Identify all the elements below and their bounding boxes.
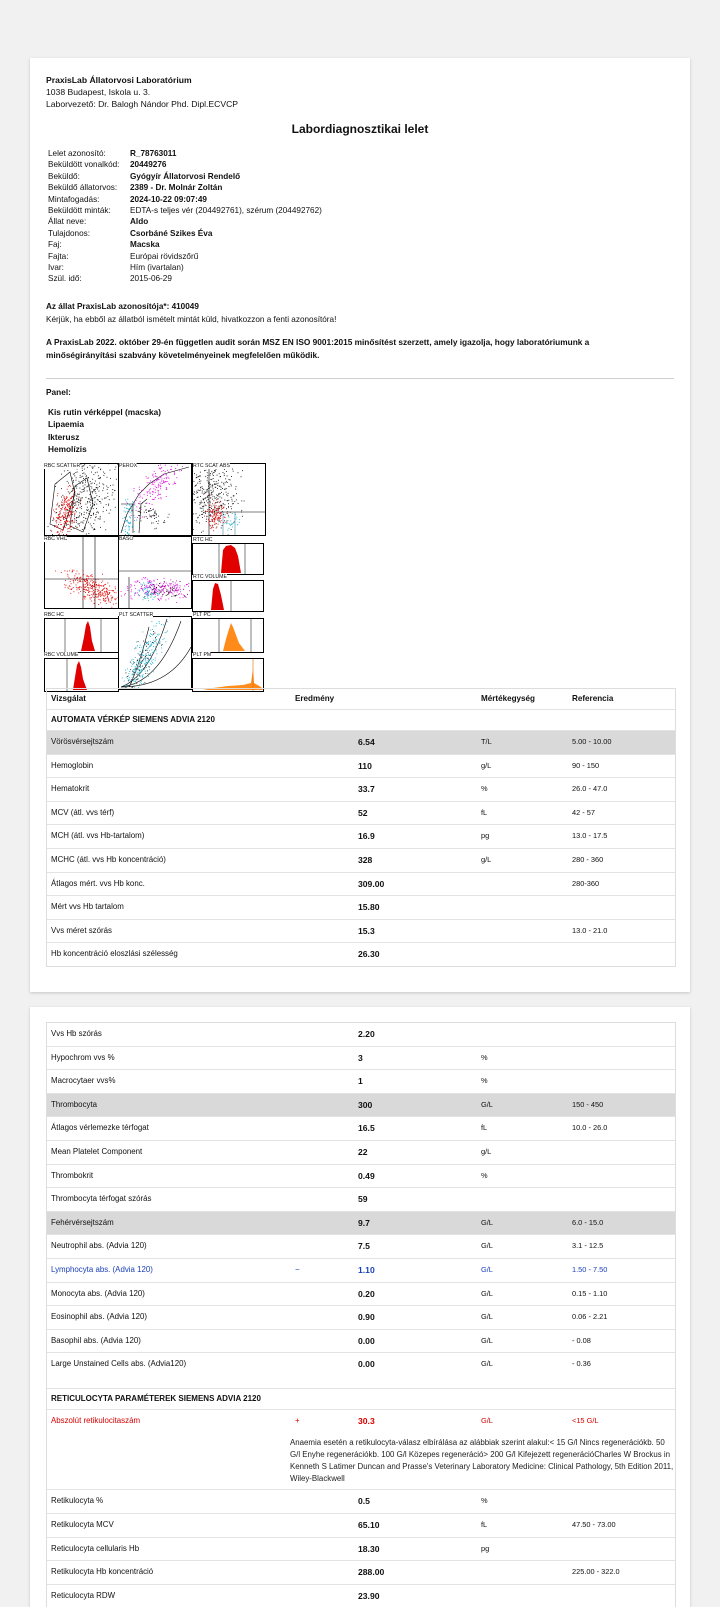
test-name: Thrombokrit xyxy=(51,1165,93,1188)
result-value: 16.5 xyxy=(358,1117,375,1140)
plot-label-baso: BASO xyxy=(119,536,133,542)
result-unit: pg xyxy=(481,1538,489,1561)
table-row xyxy=(47,1070,675,1094)
table-row xyxy=(47,1353,675,1376)
result-value: 23.90 xyxy=(358,1585,380,1607)
table-row xyxy=(47,778,675,802)
result-value: 328 xyxy=(358,849,372,872)
rows-cbc xyxy=(47,731,675,966)
section-title: RETICULOCYTA PARAMÉTEREK SIEMENS ADVIA 2120 xyxy=(51,1389,261,1409)
test-name: Large Unstained Cells abs. (Advia120) xyxy=(51,1353,186,1376)
meta-value: R_78763011 xyxy=(130,148,176,159)
result-reference: - 0.08 xyxy=(572,1330,591,1353)
result-reference: 3.1 - 12.5 xyxy=(572,1235,603,1258)
meta-label: Szül. idő: xyxy=(48,273,130,284)
table-row xyxy=(47,1141,675,1165)
plot-label-plt-pm: PLT PM xyxy=(193,652,211,658)
result-unit: G/L xyxy=(481,1330,493,1353)
analyzer-plots xyxy=(44,463,269,691)
test-name: Vvs méret szórás xyxy=(51,920,112,943)
lab-head: Laborvezető: Dr. Balogh Nándor Phd. Dipl.ECVCP xyxy=(46,98,238,110)
meta-value: 20449276 xyxy=(130,159,166,170)
table-row xyxy=(47,731,675,755)
result-value: 7.5 xyxy=(358,1235,370,1258)
result-reference: - 0.36 xyxy=(572,1353,591,1376)
panel-item: Hemolízis xyxy=(48,443,161,455)
plot-plt-pm xyxy=(192,658,264,692)
table-row xyxy=(47,1585,675,1607)
meta-row xyxy=(48,148,322,159)
meta-value: Aldo xyxy=(130,216,148,227)
meta-value: Gyógyír Állatorvosi Rendelő xyxy=(130,171,240,182)
table-row xyxy=(47,1188,675,1212)
result-unit: g/L xyxy=(481,849,491,872)
meta-label: Beküldő: xyxy=(48,171,130,182)
divider xyxy=(46,378,674,379)
test-name: Basophil abs. (Advia 120) xyxy=(51,1330,141,1353)
panel-item: Lipaemia xyxy=(48,418,161,430)
test-name: Thrombocyta térfogat szórás xyxy=(51,1188,151,1211)
meta-row xyxy=(48,273,322,284)
result-value: 15.3 xyxy=(358,920,375,943)
result-unit: G/L xyxy=(481,1094,493,1117)
result-reference: 6.0 - 15.0 xyxy=(572,1212,603,1235)
result-value: 0.49 xyxy=(358,1165,375,1188)
panel-label: Panel: xyxy=(46,387,71,397)
plot-perox xyxy=(118,463,192,536)
result-value: 6.54 xyxy=(358,731,375,754)
meta-row xyxy=(48,194,322,205)
plot-label-rbc-hc: RBC HC xyxy=(44,612,64,618)
meta-row xyxy=(48,216,322,227)
table-row xyxy=(47,1094,675,1118)
result-unit: G/L xyxy=(481,1283,493,1306)
meta-value: 2015-06-29 xyxy=(130,273,172,284)
result-unit: G/L xyxy=(481,1259,493,1282)
result-unit: G/L xyxy=(481,1353,493,1376)
meta-value: EDTA-s teljes vér (204492761), szérum (204492762) xyxy=(130,205,322,216)
meta-value: Európai rövidszőrű xyxy=(130,251,198,262)
test-name: Macrocytaer vvs% xyxy=(51,1070,115,1093)
result-value: 33.7 xyxy=(358,778,375,801)
result-reference: 13.0 - 21.0 xyxy=(572,920,607,943)
report-metadata xyxy=(48,148,322,285)
test-name: MCV (átl. vvs térf) xyxy=(51,802,114,825)
table-spacer xyxy=(47,1376,675,1389)
meta-row xyxy=(48,171,322,182)
table-row xyxy=(47,1538,675,1562)
result-reference: 0.06 - 2.21 xyxy=(572,1306,607,1329)
result-value: 22 xyxy=(358,1141,368,1164)
table-row xyxy=(47,825,675,849)
result-value: 0.90 xyxy=(358,1306,375,1329)
result-unit: G/L xyxy=(481,1410,493,1433)
meta-row xyxy=(48,205,322,216)
result-unit: G/L xyxy=(481,1306,493,1329)
result-value: 59 xyxy=(358,1188,368,1211)
table-row xyxy=(47,1165,675,1189)
result-unit: G/L xyxy=(481,1212,493,1235)
table-row xyxy=(47,1212,675,1236)
test-name: Neutrophil abs. (Advia 120) xyxy=(51,1235,147,1258)
section-header-cbc xyxy=(47,710,675,731)
table-header xyxy=(47,689,675,710)
header-reference: Referencia xyxy=(572,689,613,709)
test-name: Retikulocyta Hb koncentráció xyxy=(51,1561,153,1584)
test-name: Mért vvs Hb tartalom xyxy=(51,896,124,919)
result-unit: pg xyxy=(481,825,489,848)
audit-note: A PraxisLab 2022. október 29-én független audit során MSZ EN ISO 9001:2015 minősítést szerzett, amely igazolja, hogy laboratóriumunk a minőségirányítási szabvány követelményeinek megfelelően működik. xyxy=(46,336,656,361)
table-row xyxy=(47,1235,675,1259)
test-name: Reticulocyta RDW xyxy=(51,1585,115,1607)
plot-label-perox: PEROX xyxy=(119,463,137,469)
meta-label: Lelet azonosító: xyxy=(48,148,130,159)
result-unit: % xyxy=(481,1165,488,1188)
table-row xyxy=(47,1514,675,1538)
panel-item: Ikterusz xyxy=(48,431,161,443)
result-unit: % xyxy=(481,1047,488,1070)
header-test: Vizsgálat xyxy=(51,689,86,709)
result-unit: g/L xyxy=(481,755,491,778)
result-value: 0.5 xyxy=(358,1490,370,1513)
result-unit: fL xyxy=(481,1117,487,1140)
test-name: Monocyta abs. (Advia 120) xyxy=(51,1283,145,1306)
result-value: 65.10 xyxy=(358,1514,380,1537)
test-name: MCH (átl. vvs Hb-tartalom) xyxy=(51,825,144,848)
test-name: Vvs Hb szórás xyxy=(51,1023,102,1046)
panel-item: Kis rutin vérképpel (macska) xyxy=(48,406,161,418)
result-unit: fL xyxy=(481,802,487,825)
plot-rtc-hc xyxy=(192,543,264,575)
test-name: Hb koncentráció eloszlási szélesség xyxy=(51,943,178,966)
plot-label-rbc-vhc: RBC VHC xyxy=(44,536,67,542)
result-flag: + xyxy=(295,1410,300,1433)
result-unit: % xyxy=(481,1490,488,1513)
table-row xyxy=(47,1410,675,1433)
result-value: 1.10 xyxy=(358,1259,375,1282)
report-title: Labordiagnosztikai lelet xyxy=(30,122,690,136)
plot-plt-scatter xyxy=(118,616,192,690)
result-value: 110 xyxy=(358,755,372,778)
test-name: Lymphocyta abs. (Advia 120) xyxy=(51,1259,153,1282)
result-reference: <15 G/L xyxy=(572,1410,599,1433)
meta-row xyxy=(48,159,322,170)
result-unit: % xyxy=(481,778,488,801)
table-row xyxy=(47,1330,675,1354)
plot-label-plt-scatter: PLT SCATTER xyxy=(119,612,153,618)
table-row xyxy=(47,1490,675,1514)
test-name: Hematokrit xyxy=(51,778,89,801)
meta-value: Hím (ivartalan) xyxy=(130,262,184,273)
meta-value: Csorbáné Szikes Éva xyxy=(130,228,212,239)
test-name: Hypochrom vvs % xyxy=(51,1047,115,1070)
result-value: 26.30 xyxy=(358,943,380,966)
plot-label-rtc-volume: RTC VOLUME xyxy=(193,574,227,580)
result-value: 309.00 xyxy=(358,873,384,896)
plot-rbc-scatter xyxy=(44,463,119,536)
header-result: Eredmény xyxy=(295,689,334,709)
result-value: 52 xyxy=(358,802,368,825)
table-row xyxy=(47,1283,675,1307)
result-reference: 42 - 57 xyxy=(572,802,595,825)
meta-label: Beküldött minták: xyxy=(48,205,130,216)
results-table-page-2 xyxy=(46,1022,676,1607)
test-name: Retikulocyta % xyxy=(51,1490,103,1513)
meta-label: Beküldő állatorvos: xyxy=(48,182,130,193)
result-value: 3 xyxy=(358,1047,363,1070)
table-row xyxy=(47,896,675,920)
result-value: 2.20 xyxy=(358,1023,375,1046)
meta-value: 2389 - Dr. Molnár Zoltán xyxy=(130,182,222,193)
plot-rbc-volume xyxy=(44,658,119,692)
meta-label: Tulajdonos: xyxy=(48,228,130,239)
test-name: Hemoglobin xyxy=(51,755,93,778)
meta-label: Fajta: xyxy=(48,251,130,262)
result-reference: 1.50 - 7.50 xyxy=(572,1259,607,1282)
plot-label-plt-pc: PLT PC xyxy=(193,612,211,618)
result-reference: 280 - 360 xyxy=(572,849,603,872)
plot-label-rbc-scatter: RBC SCATTER xyxy=(44,463,80,469)
plot-rtc-volume xyxy=(192,580,264,612)
table-row xyxy=(47,920,675,944)
table-row xyxy=(47,1023,675,1047)
rows-continued xyxy=(47,1023,675,1376)
test-name: Thrombocyta xyxy=(51,1094,97,1117)
plot-label-rtc-scat-abs: RTC SCAT ABS xyxy=(193,463,230,469)
repeat-note: Kérjük, ha ebből az állatból ismételt mintát küld, hivatkozzon a fenti azonosítóra! xyxy=(46,314,336,327)
result-unit: % xyxy=(481,1070,488,1093)
result-reference: 10.0 - 26.0 xyxy=(572,1117,607,1140)
test-name: Mean Platelet Component xyxy=(51,1141,142,1164)
meta-label: Mintafogadás: xyxy=(48,194,130,205)
result-reference: 5.00 - 10.00 xyxy=(572,731,611,754)
result-value: 288.00 xyxy=(358,1561,384,1584)
result-value: 18.30 xyxy=(358,1538,380,1561)
result-value: 300 xyxy=(358,1094,372,1117)
result-unit: G/L xyxy=(481,1235,493,1258)
plot-plt-pc xyxy=(192,618,264,653)
test-name: Reticulocyta cellularis Hb xyxy=(51,1538,139,1561)
meta-value: 2024-10-22 09:07:49 xyxy=(130,194,207,205)
result-reference: 0.15 - 1.10 xyxy=(572,1283,607,1306)
meta-label: Ivar: xyxy=(48,262,130,273)
table-row xyxy=(47,1047,675,1071)
table-row xyxy=(47,1259,675,1283)
lab-header xyxy=(46,74,238,110)
result-value: 30.3 xyxy=(358,1410,375,1433)
table-row xyxy=(47,849,675,873)
test-name: Átlagos vérlemezke térfogat xyxy=(51,1117,149,1140)
test-name: Vörösvérsejtszám xyxy=(51,731,114,754)
result-reference: 13.0 - 17.5 xyxy=(572,825,607,848)
lab-name: PraxisLab Állatorvosi Laboratórium xyxy=(46,74,238,86)
rows-retic xyxy=(47,1490,675,1607)
meta-row xyxy=(48,262,322,273)
section-title: AUTOMATA VÉRKÉP SIEMENS ADVIA 2120 xyxy=(51,710,215,730)
meta-row xyxy=(48,228,322,239)
test-name: Átlagos mért. vvs Hb konc. xyxy=(51,873,145,896)
report-page-1 xyxy=(30,58,690,992)
meta-row xyxy=(48,182,322,193)
result-value: 0.20 xyxy=(358,1283,375,1306)
report-page-2 xyxy=(30,1007,690,1607)
meta-value: Macska xyxy=(130,239,160,250)
header-unit: Mértékegység xyxy=(481,689,535,709)
panel-list xyxy=(48,406,161,455)
table-row xyxy=(47,802,675,826)
animal-id-line: Az állat PraxisLab azonosítója*: 410049 xyxy=(46,301,336,314)
table-row xyxy=(47,1561,675,1585)
meta-row xyxy=(48,251,322,262)
result-reference: 26.0 - 47.0 xyxy=(572,778,607,801)
table-row xyxy=(47,873,675,897)
test-name: Eosinophil abs. (Advia 120) xyxy=(51,1306,147,1329)
plot-rbc-hc xyxy=(44,618,119,653)
row-retic-abs xyxy=(47,1410,675,1433)
test-name: Retikulocyta MCV xyxy=(51,1514,114,1537)
result-reference: 280-360 xyxy=(572,873,599,896)
plot-label-rbc-volume: RBC VOLUME xyxy=(44,652,78,658)
result-flag: − xyxy=(295,1259,300,1282)
test-name: MCHC (átl. vvs Hb koncentráció) xyxy=(51,849,166,872)
test-name: Fehérvérsejtszám xyxy=(51,1212,114,1235)
result-value: 9.7 xyxy=(358,1212,370,1235)
retic-interpretation-note: Anaemia esetén a retikulocyta-válasz elbírálása az alábbiak szerint alakul:< 15 G/l Nincs regenerációkb. 50 G/l Enyhe regenerációkb. 100 G/l Közepes regeneráció> 200 G/l Kifejezett regenerációCharles W Brockus in Kenneth S Latimer Duncan and Prasse's Veterinary Laboratory Medicine: Clinical Pathology, 5th Edition 2011, Wiley-Blackwell xyxy=(47,1433,675,1491)
test-name: Abszolút retikulocitaszám xyxy=(51,1410,140,1433)
result-unit: fL xyxy=(481,1514,487,1537)
section-header-retic xyxy=(47,1389,675,1410)
meta-row xyxy=(48,239,322,250)
plot-rbc-vhc xyxy=(44,536,119,609)
result-reference: 47.50 - 73.00 xyxy=(572,1514,616,1537)
plot-baso xyxy=(118,536,192,609)
result-unit: T/L xyxy=(481,731,492,754)
result-value: 16.9 xyxy=(358,825,375,848)
table-row xyxy=(47,1117,675,1141)
result-value: 15.80 xyxy=(358,896,380,919)
results-table-page-1 xyxy=(46,688,676,967)
plot-rtc-scat-abs xyxy=(192,463,266,536)
table-row xyxy=(47,1306,675,1330)
result-value: 0.00 xyxy=(358,1353,375,1376)
result-value: 0.00 xyxy=(358,1330,375,1353)
meta-label: Faj: xyxy=(48,239,130,250)
result-reference: 225.00 - 322.0 xyxy=(572,1561,620,1584)
animal-id-block xyxy=(46,301,336,326)
meta-label: Beküldött vonalkód: xyxy=(48,159,130,170)
result-value: 1 xyxy=(358,1070,363,1093)
lab-address: 1038 Budapest, Iskola u. 3. xyxy=(46,86,238,98)
result-reference: 150 - 450 xyxy=(572,1094,603,1117)
table-row xyxy=(47,943,675,966)
table-row xyxy=(47,755,675,779)
result-unit: g/L xyxy=(481,1141,491,1164)
result-reference: 90 - 150 xyxy=(572,755,599,778)
meta-label: Állat neve: xyxy=(48,216,130,227)
plot-label-rtc-hc: RTC HC xyxy=(193,537,213,543)
